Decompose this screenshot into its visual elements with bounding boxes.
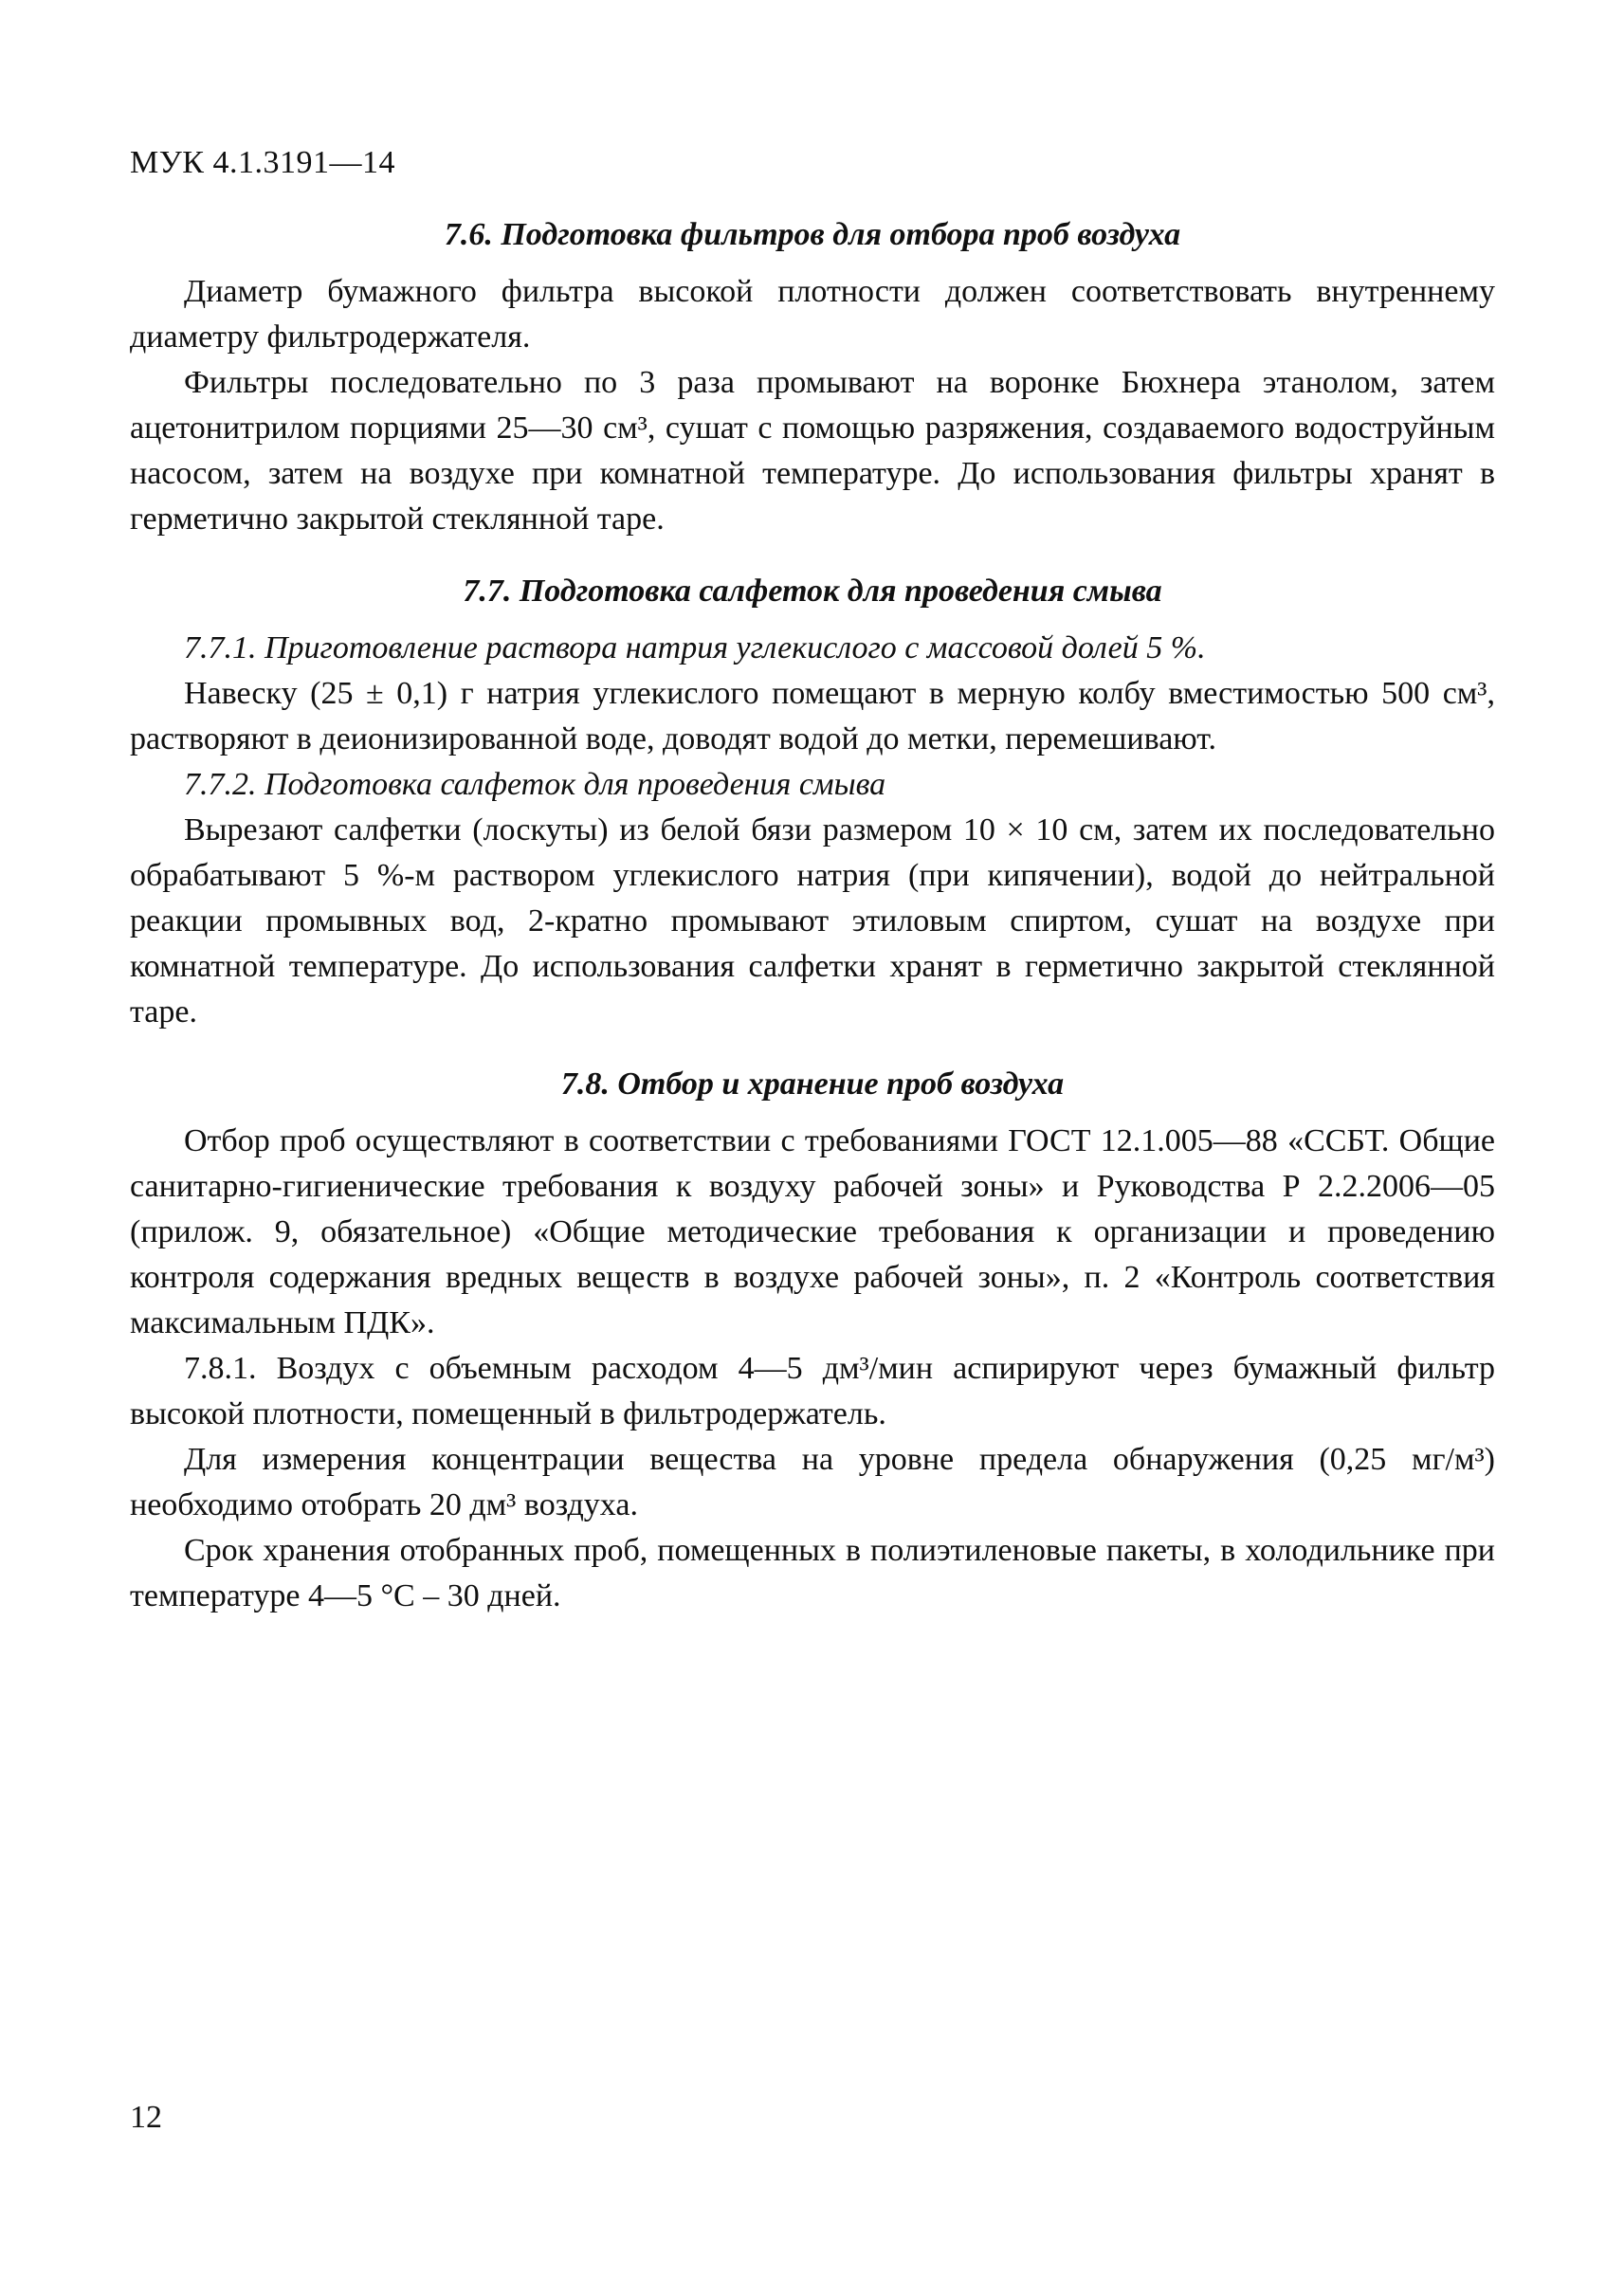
paragraph-filter-diameter: Диаметр бумажного фильтра высокой плотности должен соответствовать внутреннему диаметру фильтродержателя. — [130, 274, 1495, 355]
page-number: 12 — [130, 2100, 162, 2135]
section-heading-7-6: 7.6. Подготовка фильтров для отбора проб воздуха — [444, 217, 1181, 252]
paragraph-sodium-solution: Навеску (25 ± 0,1) г натрия углекислого помещают в мерную колбу вместимостью 500 см³, растворяют в деионизированной воде, доводят водой до метки, перемешивают. — [130, 676, 1495, 756]
paragraph-detection-limit: Для измерения концентрации вещества на уровне предела обнаружения (0,25 мг/м³) необходимо отобрать 20 дм³ воздуха. — [130, 1442, 1495, 1522]
subheading-7-7-1: 7.7.1. Приготовление раствора натрия углекислого с массовой долей 5 %. — [184, 630, 1206, 665]
paragraph-filter-washing: Фильтры последовательно по 3 раза промывают на воронке Бюхнера этанолом, затем ацетонитрилом порциями 25—30 см³, сушат с помощью разряжения, создаваемого водоструйным насосом, затем на воздухе при комнатной температуре. До использования фильтры хранят в герметично закрытой стеклянной таре. — [130, 365, 1495, 537]
subheading-7-7-2: 7.7.2. Подготовка салфеток для проведения смыва — [184, 767, 886, 802]
section-heading-7-7: 7.7. Подготовка салфеток для проведения смыва — [463, 574, 1162, 609]
paragraph-storage-period: Срок хранения отобранных проб, помещенных в полиэтиленовые пакеты, в холодильнике при температуре 4—5 °С – 30 дней. — [130, 1533, 1495, 1613]
section-heading-7-8: 7.8. Отбор и хранение проб воздуха — [560, 1066, 1065, 1102]
paragraph-sampling-requirements: Отбор проб осуществляют в соответствии с требованиями ГОСТ 12.1.005—88 «ССБТ. Общие санитарно-гигиенические требования к воздуху рабочей зоны» и Руководства Р 2.2.2006—05 (прилож. 9, обязательное) «Общие методические требования к организации и проведению контроля содержания вредных веществ в воздухе рабочей зоны», п. 2 «Контроль соответствия максимальным ПДК». — [130, 1123, 1495, 1340]
document-content — [130, 212, 1495, 1619]
paragraph-7-8-1-aspiration: 7.8.1. Воздух с объемным расходом 4—5 дм³/мин аспирируют через бумажный фильтр высокой плотности, помещенный в фильтродержатель. — [130, 1351, 1495, 1431]
paragraph-napkin-preparation: Вырезают салфетки (лоскуты) из белой бязи размером 10 × 10 см, затем их последовательно обрабатывают 5 %-м раствором углекислого натрия (при кипячении), водой до нейтральной реакции промывных вод, 2-кратно промывают этиловым спиртом, сушат на воздухе при комнатной температуре. До использования салфетки хранят в герметично закрытой стеклянной таре. — [130, 812, 1495, 1030]
document-code-header: МУК 4.1.3191—14 — [130, 145, 395, 180]
